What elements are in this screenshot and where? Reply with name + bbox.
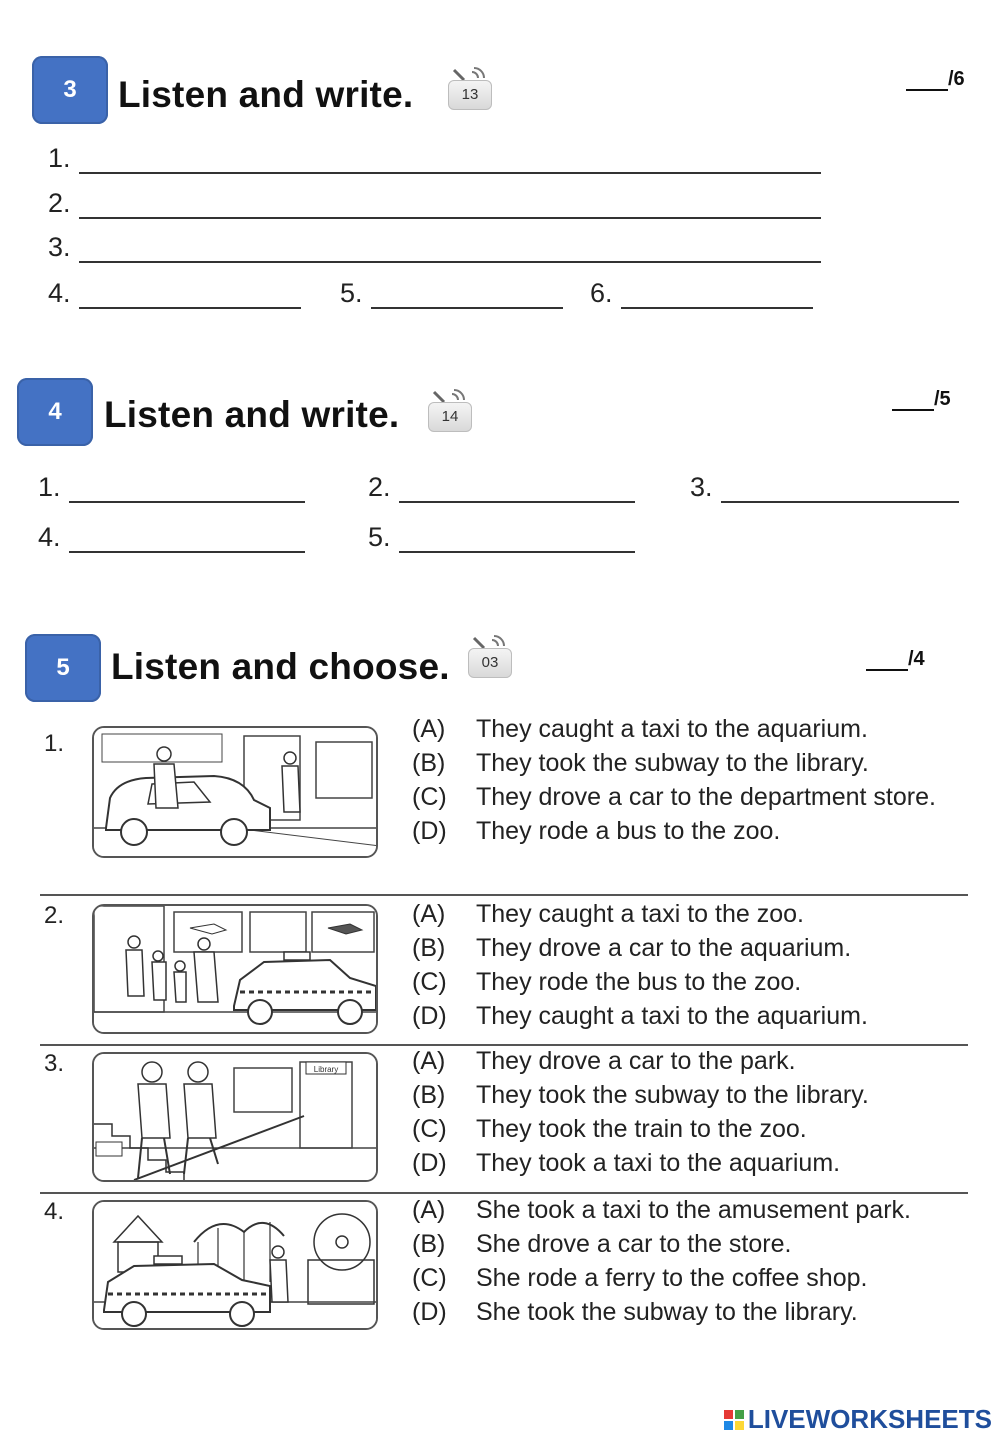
answer-line-4[interactable]: 4. <box>38 522 305 553</box>
option-b[interactable]: (B) She drove a car to the store. <box>412 1230 792 1258</box>
question-2-picture <box>92 904 378 1034</box>
track-number: 03 <box>481 654 499 671</box>
section-5-title: Listen and choose. <box>111 646 450 687</box>
answer-line-2[interactable]: 2. <box>48 188 821 219</box>
brand-name: LIVEWORKSHEETS <box>747 1404 992 1434</box>
audio-track-icon[interactable] <box>424 388 476 434</box>
car-scene-illustration <box>94 728 378 858</box>
answer-line-5[interactable]: 5. <box>368 522 635 553</box>
library-stairs-illustration <box>94 1054 378 1182</box>
option-c[interactable]: (C) She rode a ferry to the coffee shop. <box>412 1264 868 1292</box>
option-c[interactable]: (C) They drove a car to the department store. <box>412 783 936 811</box>
section-5-badge <box>25 634 101 702</box>
option-b[interactable]: (B) They took the subway to the library. <box>412 749 869 777</box>
option-d[interactable]: (D) They took a taxi to the aquarium. <box>412 1149 841 1177</box>
option-b[interactable]: (B) They drove a car to the aquarium. <box>412 934 852 962</box>
question-3-picture <box>92 1052 378 1182</box>
question-1-number: 1. <box>44 730 65 757</box>
answer-line-6[interactable]: 6. <box>590 278 813 309</box>
section-number: 5 <box>56 654 70 681</box>
option-d[interactable]: (D) They rode a bus to the zoo. <box>412 817 781 845</box>
track-number: 14 <box>441 408 459 425</box>
track-number: 13 <box>461 86 479 103</box>
answer-line-1[interactable]: 1. <box>48 143 821 174</box>
question-2-number: 2. <box>44 902 65 929</box>
option-a[interactable]: (A) She took a taxi to the amusement park. <box>412 1196 911 1224</box>
option-c[interactable]: (C) They took the train to the zoo. <box>412 1115 807 1143</box>
answer-line-2[interactable]: 2. <box>368 472 635 503</box>
option-d[interactable]: (D) They caught a taxi to the aquarium. <box>412 1002 868 1030</box>
library-sign-text: Library <box>313 1065 339 1074</box>
section-number: 4 <box>48 398 62 425</box>
section-4-title: Listen and write. <box>104 394 400 435</box>
option-b[interactable]: (B) They took the subway to the library. <box>412 1081 869 1109</box>
question-4-number: 4. <box>44 1198 65 1225</box>
option-a[interactable]: (A) They caught a taxi to the aquarium. <box>412 715 868 743</box>
section-4-score[interactable]: /5 <box>892 388 951 411</box>
option-a[interactable]: (A) They caught a taxi to the zoo. <box>412 900 804 928</box>
question-divider <box>40 894 968 896</box>
section-3-title: Listen and write. <box>118 74 414 115</box>
question-3-number: 3. <box>44 1050 65 1077</box>
option-c[interactable]: (C) They rode the bus to the zoo. <box>412 968 802 996</box>
amusement-park-taxi-illustration <box>94 1202 378 1330</box>
question-1-options <box>412 712 972 848</box>
section-4-badge <box>17 378 93 446</box>
answer-line-4[interactable]: 4. <box>48 278 301 309</box>
option-a[interactable]: (A) They drove a car to the park. <box>412 1047 796 1075</box>
question-3-options <box>412 1044 972 1180</box>
section-number: 3 <box>63 76 77 103</box>
answer-line-3[interactable]: 3. <box>48 232 821 263</box>
aquarium-taxi-illustration <box>94 906 378 1034</box>
section-5-score[interactable]: /4 <box>866 648 925 671</box>
option-d[interactable]: (D) She took the subway to the library. <box>412 1298 858 1326</box>
question-2-options <box>412 897 972 1033</box>
question-1-picture <box>92 726 378 858</box>
section-3-score[interactable]: /6 <box>906 68 965 91</box>
liveworksheets-logo[interactable] <box>724 1404 992 1435</box>
question-4-options <box>412 1193 982 1329</box>
audio-track-icon[interactable] <box>464 634 516 680</box>
answer-line-1[interactable]: 1. <box>38 472 305 503</box>
question-4-picture <box>92 1200 378 1330</box>
section-3-badge <box>32 56 108 124</box>
answer-line-5[interactable]: 5. <box>340 278 563 309</box>
answer-line-3[interactable]: 3. <box>690 472 959 503</box>
logo-icon <box>724 1410 744 1430</box>
audio-track-icon[interactable] <box>444 66 496 112</box>
